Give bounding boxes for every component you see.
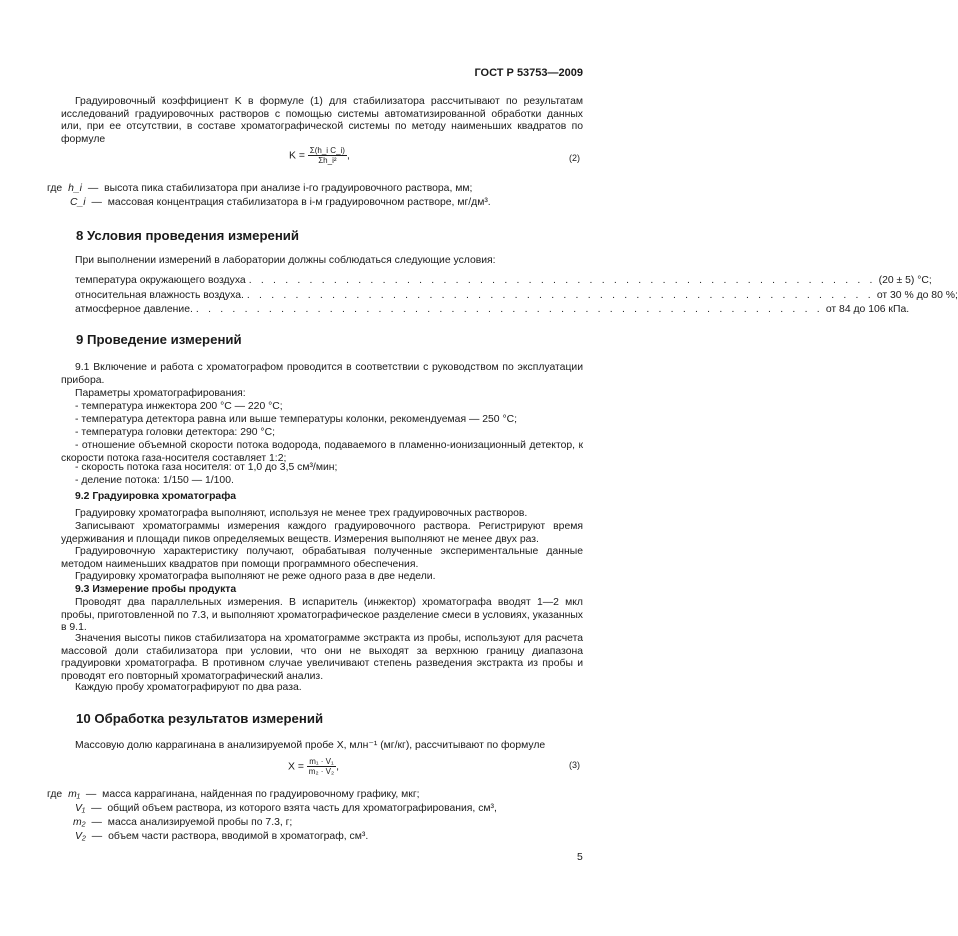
subsection-9-3-paragraph: Значения высоты пиков стабилизатора на хроматограмме экстракта из пробы, используют для расчета массовой доли стабилизатора при условии, что они не выходят за верхнюю границу диапазона градуировки хроматографа. В противном случае увеличивают степень разведения экстракта из пробы и проводят его повторный хроматографический анализ. bbox=[61, 633, 583, 682]
formula-3-fraction bbox=[307, 757, 336, 776]
definition-row bbox=[47, 183, 472, 194]
condition-leader: . . . . . . . . . . . . . . . . . . . . . . . . . . . . . . . . . . . . . . . . . . . . . . . . . . . . bbox=[195, 304, 823, 315]
formula-3-numerator: m₁ · V₁ bbox=[307, 757, 336, 767]
params-label: Параметры хроматографирования: bbox=[75, 388, 246, 399]
definition-dash: — bbox=[91, 197, 102, 208]
subsection-9-2-paragraph: Градуировку хроматографа выполняют не реже одного раза в две недели. bbox=[75, 571, 436, 582]
formula-3-lhs: X = bbox=[288, 761, 304, 773]
definition-dash: — bbox=[91, 803, 102, 814]
formula-2-tail: , bbox=[346, 150, 350, 162]
section-8-intro: При выполнении измерений в лаборатории должны соблюдаться следующие условия: bbox=[75, 255, 496, 266]
formula-2-lhs: K = bbox=[289, 150, 305, 162]
param-item: - деление потока: 1/150 — 1/100. bbox=[75, 475, 234, 486]
definition-symbol: V₂ bbox=[75, 831, 86, 842]
param-item: - отношение объемной скорости потока водорода, подаваемого в пламенно-ионизационный детектор, к скорости потока газа-носителя составляет 1:2; bbox=[61, 440, 583, 464]
definition-row bbox=[75, 831, 368, 842]
definition-row bbox=[75, 803, 497, 814]
condition-label: температура окружающего воздуха bbox=[75, 275, 246, 286]
formula-2-number: (2) bbox=[569, 153, 580, 163]
subsection-9-3-paragraph: Проводят два параллельных измерения. В испаритель (инжектор) хроматографа вводят 1—2 мкл пробы, приготовленной по 7.3, и выполняют хроматографическое разделение смеси в условиях, указанных в 9.1. bbox=[61, 597, 583, 634]
section-9-title: 9 Проведение измерений bbox=[76, 332, 242, 347]
subsection-9-3-title: 9.3 Измерение пробы продукта bbox=[75, 584, 237, 595]
formula-2-denominator: Σh_i² bbox=[318, 156, 337, 165]
definition-row bbox=[73, 817, 292, 828]
definition-symbol: V₁ bbox=[75, 803, 86, 814]
subsection-9-2-paragraph: Градуировку хроматографа выполняют, используя не менее трех градуировочных растворов. bbox=[75, 508, 528, 519]
definition-dash: — bbox=[91, 831, 103, 842]
formula-3-number: (3) bbox=[569, 760, 580, 770]
definition-lead: где bbox=[47, 183, 63, 194]
definition-dash: — bbox=[87, 183, 99, 194]
subsection-9-3-paragraph: Каждую пробу хроматографируют по два раза. bbox=[75, 682, 302, 693]
definition-text: масса анализируемой пробы по 7.3, г; bbox=[107, 817, 293, 828]
formula-2-numerator: Σ(h_i C_i) bbox=[309, 146, 345, 155]
definition-symbol: m₂ bbox=[73, 817, 86, 828]
condition-row bbox=[75, 275, 932, 288]
subsection-9-2-paragraph: Записывают хроматограммы измерения каждого градуировочного раствора. Регистрируют время удерживания и площади пиков определяемых веществ. Измерения выполняют не менее двух раз. bbox=[61, 521, 583, 545]
section-10-title: 10 Обработка результатов измерений bbox=[76, 711, 324, 726]
condition-row bbox=[75, 304, 910, 317]
definition-text: масса каррагинана, найденная по градуировочному графику, мкг; bbox=[102, 789, 420, 800]
definition-lead: где bbox=[47, 789, 63, 800]
param-item: - скорость потока газа носителя: от 1,0 до 3,5 см³/мин; bbox=[75, 462, 338, 473]
condition-label: атмосферное давление. bbox=[75, 304, 193, 315]
definition-text: общий объем раствора, из которого взята часть для хроматографирования, см³, bbox=[107, 803, 497, 814]
formula-3-denominator: m₂ · V₂ bbox=[308, 767, 335, 776]
definition-row bbox=[70, 197, 491, 208]
section-10-intro: Массовую долю каррагинана в анализируемой пробе X, млн⁻¹ (мг/кг), рассчитывают по формуле bbox=[75, 740, 546, 751]
param-item: - температура детектора равна или выше температуры колонки, рекомендуемая — 250 °С; bbox=[75, 414, 518, 425]
subsection-9-2-title: 9.2 Градуировка хроматографа bbox=[75, 491, 237, 502]
formula-3 bbox=[288, 757, 339, 776]
param-item: - температура головки детектора: 290 °С; bbox=[75, 427, 275, 438]
formula-3-tail: , bbox=[336, 761, 339, 773]
intro-paragraph: Градуировочный коэффициент K в формуле (1) для стабилизатора рассчитывают по результатам исследований градуировочных растворов с помощью системы автоматизированной обработки данных или, при ее отсутствии, в составе хроматографической системы по методу наименьших квадратов по формуле bbox=[61, 96, 583, 145]
page-number: 5 bbox=[577, 852, 583, 863]
definition-dash: — bbox=[85, 789, 97, 800]
subsection-9-2-paragraph: Градуировочную характеристику получают, обрабатывая полученные экспериментальные данные методом наименьших квадратов при помощи программного обеспечения. bbox=[61, 546, 583, 570]
condition-label: относительная влажность воздуха. bbox=[75, 290, 244, 301]
condition-value: от 30 % до 80 %; bbox=[876, 290, 958, 301]
definition-text: массовая концентрация стабилизатора в i-м градуировочном растворе, мг/дм³. bbox=[107, 197, 491, 208]
param-item: - температура инжектора 200 °С — 220 °С; bbox=[75, 401, 283, 412]
definition-text: высота пика стабилизатора при анализе i-го градуировочного раствора, мм; bbox=[104, 183, 473, 194]
formula-2-fraction bbox=[308, 146, 347, 165]
condition-row bbox=[75, 290, 958, 303]
definition-symbol: m₁ bbox=[68, 789, 80, 800]
definition-dash: — bbox=[91, 817, 102, 828]
condition-value: от 84 до 106 кПа. bbox=[825, 304, 910, 315]
section-8-title: 8 Условия проведения измерений bbox=[76, 228, 300, 243]
definition-row bbox=[47, 789, 420, 800]
condition-value: (20 ± 5) °С; bbox=[878, 275, 932, 286]
standard-number: ГОСТ Р 53753—2009 bbox=[474, 67, 583, 79]
formula-2 bbox=[289, 146, 350, 165]
condition-leader: . . . . . . . . . . . . . . . . . . . . . . . . . . . . . . . . . . . . . . . . . . . . . . . . . . . . bbox=[248, 275, 876, 286]
condition-leader: . . . . . . . . . . . . . . . . . . . . . . . . . . . . . . . . . . . . . . . . . . . . . . . . . . . . bbox=[246, 290, 874, 301]
section-9-1-paragraph: 9.1 Включение и работа с хроматографом проводится в соответствии с руководством по эксплуатации прибора. bbox=[61, 362, 583, 386]
definition-symbol: C_i bbox=[70, 197, 86, 208]
definition-text: объем части раствора, вводимой в хроматограф, см³. bbox=[108, 831, 369, 842]
definition-symbol: h_i bbox=[68, 183, 82, 194]
